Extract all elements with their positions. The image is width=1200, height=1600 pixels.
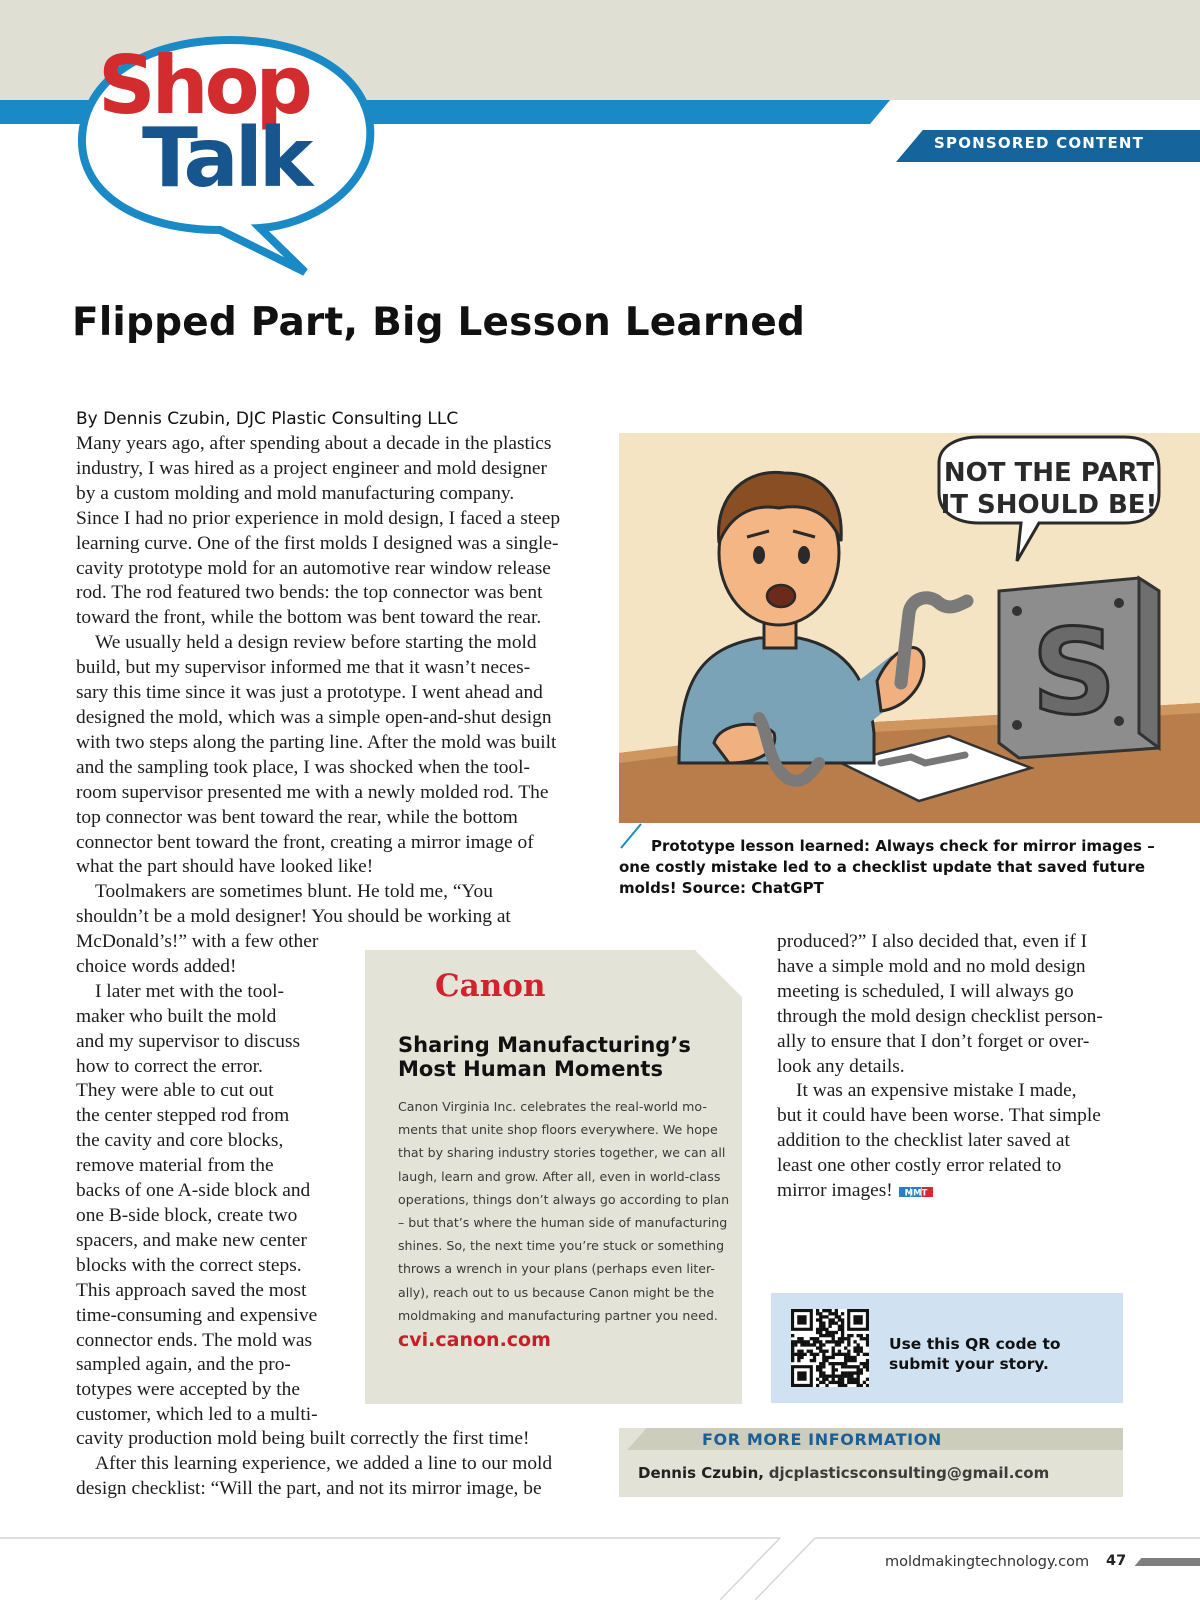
ad-body-line: Canon Virginia Inc. celebrates the real-world mo- xyxy=(398,1099,707,1114)
body-line: remove material from the xyxy=(76,1155,274,1177)
canon-website-link[interactable]: cvi.canon.com xyxy=(398,1329,551,1351)
qr-callout-text xyxy=(889,1334,1061,1374)
logo-shop-text: Shop xyxy=(98,39,309,132)
body-line: design checklist: “Will the part, and not its mirror image, be xyxy=(76,1477,542,1499)
body-line: McDonald’s!” with a few other xyxy=(76,931,319,952)
body-line: and my supervisor to discuss xyxy=(76,1030,301,1052)
body-line: sary this time since it was just a prototype. I went ahead and xyxy=(76,682,543,704)
body-line: This approach saved the most xyxy=(76,1279,307,1301)
body-line: time-consuming and expensive xyxy=(76,1304,318,1326)
body-line: but it could have been worse. That simple xyxy=(777,1105,1101,1127)
body-line: It was an expensive mistake I made, xyxy=(796,1080,1077,1102)
body-line: rod. The rod featured two bends: the top connector was bent xyxy=(76,582,543,604)
body-line: by a custom molding and mold manufacturing company. xyxy=(76,482,515,504)
body-line: with two steps along the parting line. After the mold was built xyxy=(76,731,557,753)
body-line: We usually held a design review before starting the mold xyxy=(95,632,537,654)
body-line: look any details. xyxy=(777,1055,905,1077)
ad-body-line: laugh, learn and grow. After all, even in world-class xyxy=(398,1168,721,1184)
body-line: Since I had no prior experience in mold design, I faced a steep xyxy=(76,507,561,529)
body-line: build, but my supervisor informed me that it wasn’t neces- xyxy=(76,657,531,679)
cartoon-illustration xyxy=(619,433,1200,823)
body-line: toward the front, while the bottom was bent toward the rear. xyxy=(76,607,542,629)
body-line: backs of one A-side block and xyxy=(76,1180,311,1202)
body-line: Many years ago, after spending about a decade in the plastics xyxy=(76,433,552,454)
body-line: choice words added! xyxy=(76,955,237,977)
ad-body-line: shines. So, the next time you’re stuck or something xyxy=(398,1238,725,1254)
body-line: ally to ensure that I don’t forget or over- xyxy=(777,1030,1090,1052)
speech-line-1: NOT THE PART xyxy=(943,458,1155,488)
body-line: totypes were accepted by the xyxy=(76,1379,300,1401)
body-line: least one other costly error related to xyxy=(777,1155,1062,1177)
article-body-narrow xyxy=(76,930,318,1428)
cartoon-caption xyxy=(619,836,1159,899)
body-line: room supervisor presented me with a newly molded rod. The xyxy=(76,781,549,803)
body-line: one B-side block, create two xyxy=(76,1204,298,1226)
contact-email-link[interactable]: djcplasticsconsulting@gmail.com xyxy=(768,1464,1050,1482)
qr-text-line: Use this QR code to xyxy=(889,1335,1061,1353)
body-line: I later met with the tool- xyxy=(95,980,285,1002)
body-line: shouldn’t be a mold designer! You should be working at xyxy=(76,906,511,928)
ad-body-line: ments that unite shop floors everywhere. We hope xyxy=(398,1122,718,1138)
body-line: They were able to cut out xyxy=(76,1080,274,1102)
mmt-end-mark-icon xyxy=(899,1186,933,1198)
ad-body-line: throws a wrench in your plans (perhaps even liter- xyxy=(398,1261,715,1277)
body-line: cavity production mold being built correctly the first time! xyxy=(76,1428,530,1449)
body-line: customer, which led to a multi- xyxy=(76,1404,318,1426)
body-line: maker who built the mold xyxy=(76,1005,277,1027)
byline: By Dennis Czubin, DJC Plastic Consulting LLC xyxy=(76,409,459,429)
body-line: connector bent toward the front, creating a mirror image of xyxy=(76,831,534,853)
body-line: how to correct the error. xyxy=(76,1055,263,1077)
more-info-contact xyxy=(638,1464,1049,1482)
contact-name: Dennis Czubin, xyxy=(638,1464,764,1482)
body-line: spacers, and make new center xyxy=(76,1229,307,1251)
body-line: connector ends. The mold was xyxy=(76,1329,313,1351)
caption-line: Prototype lesson learned: Always check for mirror images – xyxy=(651,837,1155,855)
body-line: addition to the checklist later saved at xyxy=(777,1130,1070,1152)
body-line: cavity prototype mold for an automotive rear window release xyxy=(76,557,551,579)
body-line: Toolmakers are sometimes blunt. He told me, “You xyxy=(95,881,493,903)
caption-line: one costly mistake led to a checklist update that saved future xyxy=(619,858,1146,876)
body-line: After this learning experience, we added a line to our mold xyxy=(95,1452,553,1474)
body-line: what the part should have looked like! xyxy=(76,856,374,878)
body-line: top connector was bent toward the rear, while the bottom xyxy=(76,806,518,828)
speech-line-2: IT SHOULD BE! xyxy=(940,490,1158,520)
ad-body-line: moldmaking and manufacturing partner you need. xyxy=(398,1307,718,1323)
body-line: industry, I was hired as a project engineer and mold designer xyxy=(76,457,547,479)
body-line: the center stepped rod from xyxy=(76,1105,290,1127)
body-line: designed the mold, which was a simple open-and-shut design xyxy=(76,706,552,728)
more-info-heading: FOR MORE INFORMATION xyxy=(702,1430,942,1449)
article-body-top xyxy=(76,432,560,930)
qr-code-icon[interactable] xyxy=(791,1309,869,1387)
body-line: sampled again, and the pro- xyxy=(76,1354,291,1376)
body-line: and the sampling took place, I was shocked when the tool- xyxy=(76,756,530,778)
body-line-last xyxy=(777,1179,1103,1204)
ad-body-line: – but that’s where the human side of manufacturing xyxy=(398,1215,728,1231)
canon-ad-body xyxy=(398,1095,729,1327)
headline-line: Most Human Moments xyxy=(398,1057,663,1081)
footer-accent-bar xyxy=(1135,1558,1200,1566)
mmt-end-mark-text: MMT xyxy=(904,1188,928,1198)
article-body-bottom xyxy=(76,1427,552,1502)
mold-block-glyph: S xyxy=(1031,603,1117,741)
body-line: produced?” I also decided that, even if I xyxy=(777,931,1088,952)
article-body-right xyxy=(777,930,1103,1204)
body-line: the cavity and core blocks, xyxy=(76,1130,284,1152)
body-line: through the mold design checklist person- xyxy=(777,1005,1103,1027)
canon-ad-headline xyxy=(398,1033,691,1081)
body-line: have a simple mold and no mold design xyxy=(777,955,1086,977)
footer-website: moldmakingtechnology.com xyxy=(885,1554,1090,1570)
ad-body-line: operations, things don’t always go according to plan xyxy=(398,1191,730,1207)
body-line: meeting is scheduled, I will always go xyxy=(777,980,1074,1002)
headline-line: Sharing Manufacturing’s xyxy=(398,1033,691,1057)
body-line: blocks with the correct steps. xyxy=(76,1254,302,1276)
article-title: Flipped Part, Big Lesson Learned xyxy=(72,300,806,345)
caption-line: molds! Source: ChatGPT xyxy=(619,879,824,897)
sponsored-content-label: SPONSORED CONTENT xyxy=(934,134,1145,152)
ad-body-line: that by sharing industry stories together, we can all xyxy=(398,1145,726,1161)
body-line: learning curve. One of the first molds I designed was a single- xyxy=(76,532,559,554)
logo-talk-text: Talk xyxy=(142,111,310,206)
qr-text-line: submit your story. xyxy=(889,1355,1049,1373)
canon-logo: Canon xyxy=(435,968,546,1004)
ad-body-line: ally), reach out to us because Canon might be the xyxy=(398,1284,715,1300)
body-line-text: mirror images! xyxy=(777,1180,893,1202)
page-number: 47 xyxy=(1106,1553,1127,1569)
